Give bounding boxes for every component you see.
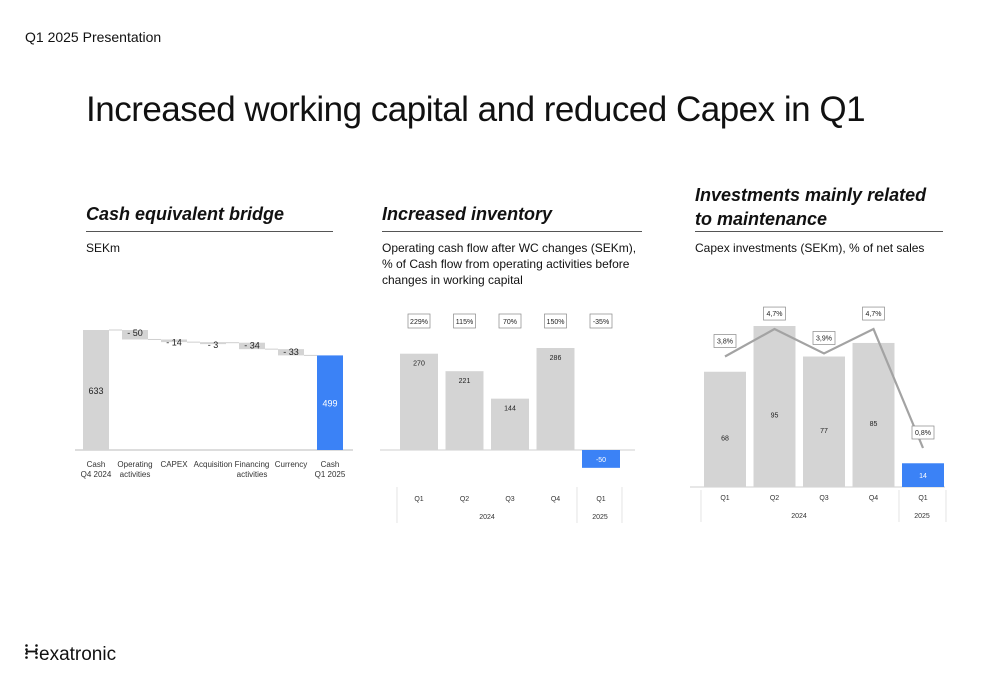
category-label: CAPEX — [160, 460, 188, 469]
cash-bridge-title: Cash equivalent bridge — [86, 204, 285, 224]
category-label: Cash — [86, 460, 106, 469]
year-label: 2025 — [914, 513, 930, 520]
quarter-label: Q2 — [459, 496, 470, 503]
capex-bar — [704, 372, 746, 487]
percent-label: 0,8% — [915, 430, 931, 437]
percent-label: -35% — [592, 319, 610, 326]
quarter-label: Q1 — [720, 495, 730, 502]
cash-bridge-chart — [75, 315, 360, 495]
presentation-label: Q1 2025 Presentation — [25, 29, 162, 45]
category-label: Operating — [117, 460, 153, 469]
percent-label: 115% — [455, 319, 474, 326]
quarter-label: Q3 — [819, 495, 829, 502]
logo-text: exatronic — [39, 643, 117, 665]
investments-rule — [695, 231, 943, 232]
percent-label: 229% — [410, 319, 428, 326]
quarter-label: Q3 — [505, 496, 515, 503]
category-label: activities — [119, 470, 151, 479]
inventory-rule — [382, 231, 642, 232]
waterfall-value-label: - 50 — [127, 328, 143, 338]
bar-value-label: 68 — [721, 435, 729, 443]
bar-value-label: -50 — [595, 456, 607, 464]
company-logo — [25, 643, 116, 666]
percent-label: 4,7% — [766, 311, 783, 319]
year-label: 2025 — [592, 514, 608, 521]
percent-label: 150% — [546, 319, 565, 326]
category-label: Q4 2024 — [80, 470, 112, 479]
category-label: Currency — [274, 460, 308, 469]
inventory-chart — [380, 305, 645, 530]
capex-bar — [754, 326, 796, 487]
year-label: 2024 — [791, 513, 807, 520]
bar-value-label: 77 — [820, 427, 828, 435]
category-label: Financing — [234, 460, 270, 469]
capex-bar — [803, 357, 845, 487]
category-label: Acquisition — [193, 460, 233, 469]
cash-bridge-subtitle: SEKm — [86, 241, 121, 255]
quarter-label: Q1 — [918, 495, 928, 502]
bar-value-label: 270 — [413, 360, 425, 368]
category-label: Cash — [320, 460, 340, 469]
percent-label: 3,8% — [717, 338, 733, 346]
waterfall-value-label: 499 — [322, 398, 338, 409]
percent-label: 4,7% — [865, 311, 882, 319]
quarter-label: Q4 — [550, 496, 561, 503]
investments-subtitle: Capex investments (SEKm), % of net sales — [695, 241, 925, 255]
logo-mark-icon — [25, 643, 38, 666]
bar-value-label: 286 — [549, 355, 562, 362]
page-title: Increased working capital and reduced Capex in Q1 — [86, 90, 866, 129]
investments-chart — [690, 300, 955, 530]
waterfall-value-label: - 14 — [166, 337, 182, 348]
percent-label: 3,9% — [816, 335, 832, 343]
quarter-label: Q2 — [769, 495, 780, 502]
bar-value-label: 221 — [458, 378, 471, 386]
waterfall-value-label: - 3 — [207, 340, 219, 351]
year-label: 2024 — [479, 514, 495, 521]
inventory-bar — [400, 354, 438, 450]
inventory-title: Increased inventory — [382, 204, 553, 224]
bar-value-label: 144 — [504, 405, 516, 413]
quarter-label: Q4 — [868, 495, 879, 502]
percent-label: 70% — [502, 319, 518, 326]
investments-title: Investments mainly related to maintenance — [695, 185, 927, 229]
bar-value-label: 14 — [919, 473, 927, 481]
category-label: activities — [236, 470, 268, 479]
quarter-label: Q1 — [414, 496, 424, 503]
category-label: Q1 2025 — [314, 470, 346, 479]
quarter-label: Q1 — [596, 496, 606, 503]
bar-value-label: 85 — [869, 420, 878, 428]
waterfall-value-label: 633 — [88, 386, 104, 396]
inventory-subtitle: Operating cash flow after WC changes (SEKm), % of Cash flow from operating activities before changes in working capital — [382, 241, 637, 287]
bar-value-label: 95 — [770, 412, 779, 420]
waterfall-value-label: - 34 — [244, 340, 260, 351]
waterfall-value-label: - 33 — [283, 347, 299, 358]
inventory-bar — [537, 348, 575, 450]
cash-bridge-rule — [86, 231, 333, 232]
